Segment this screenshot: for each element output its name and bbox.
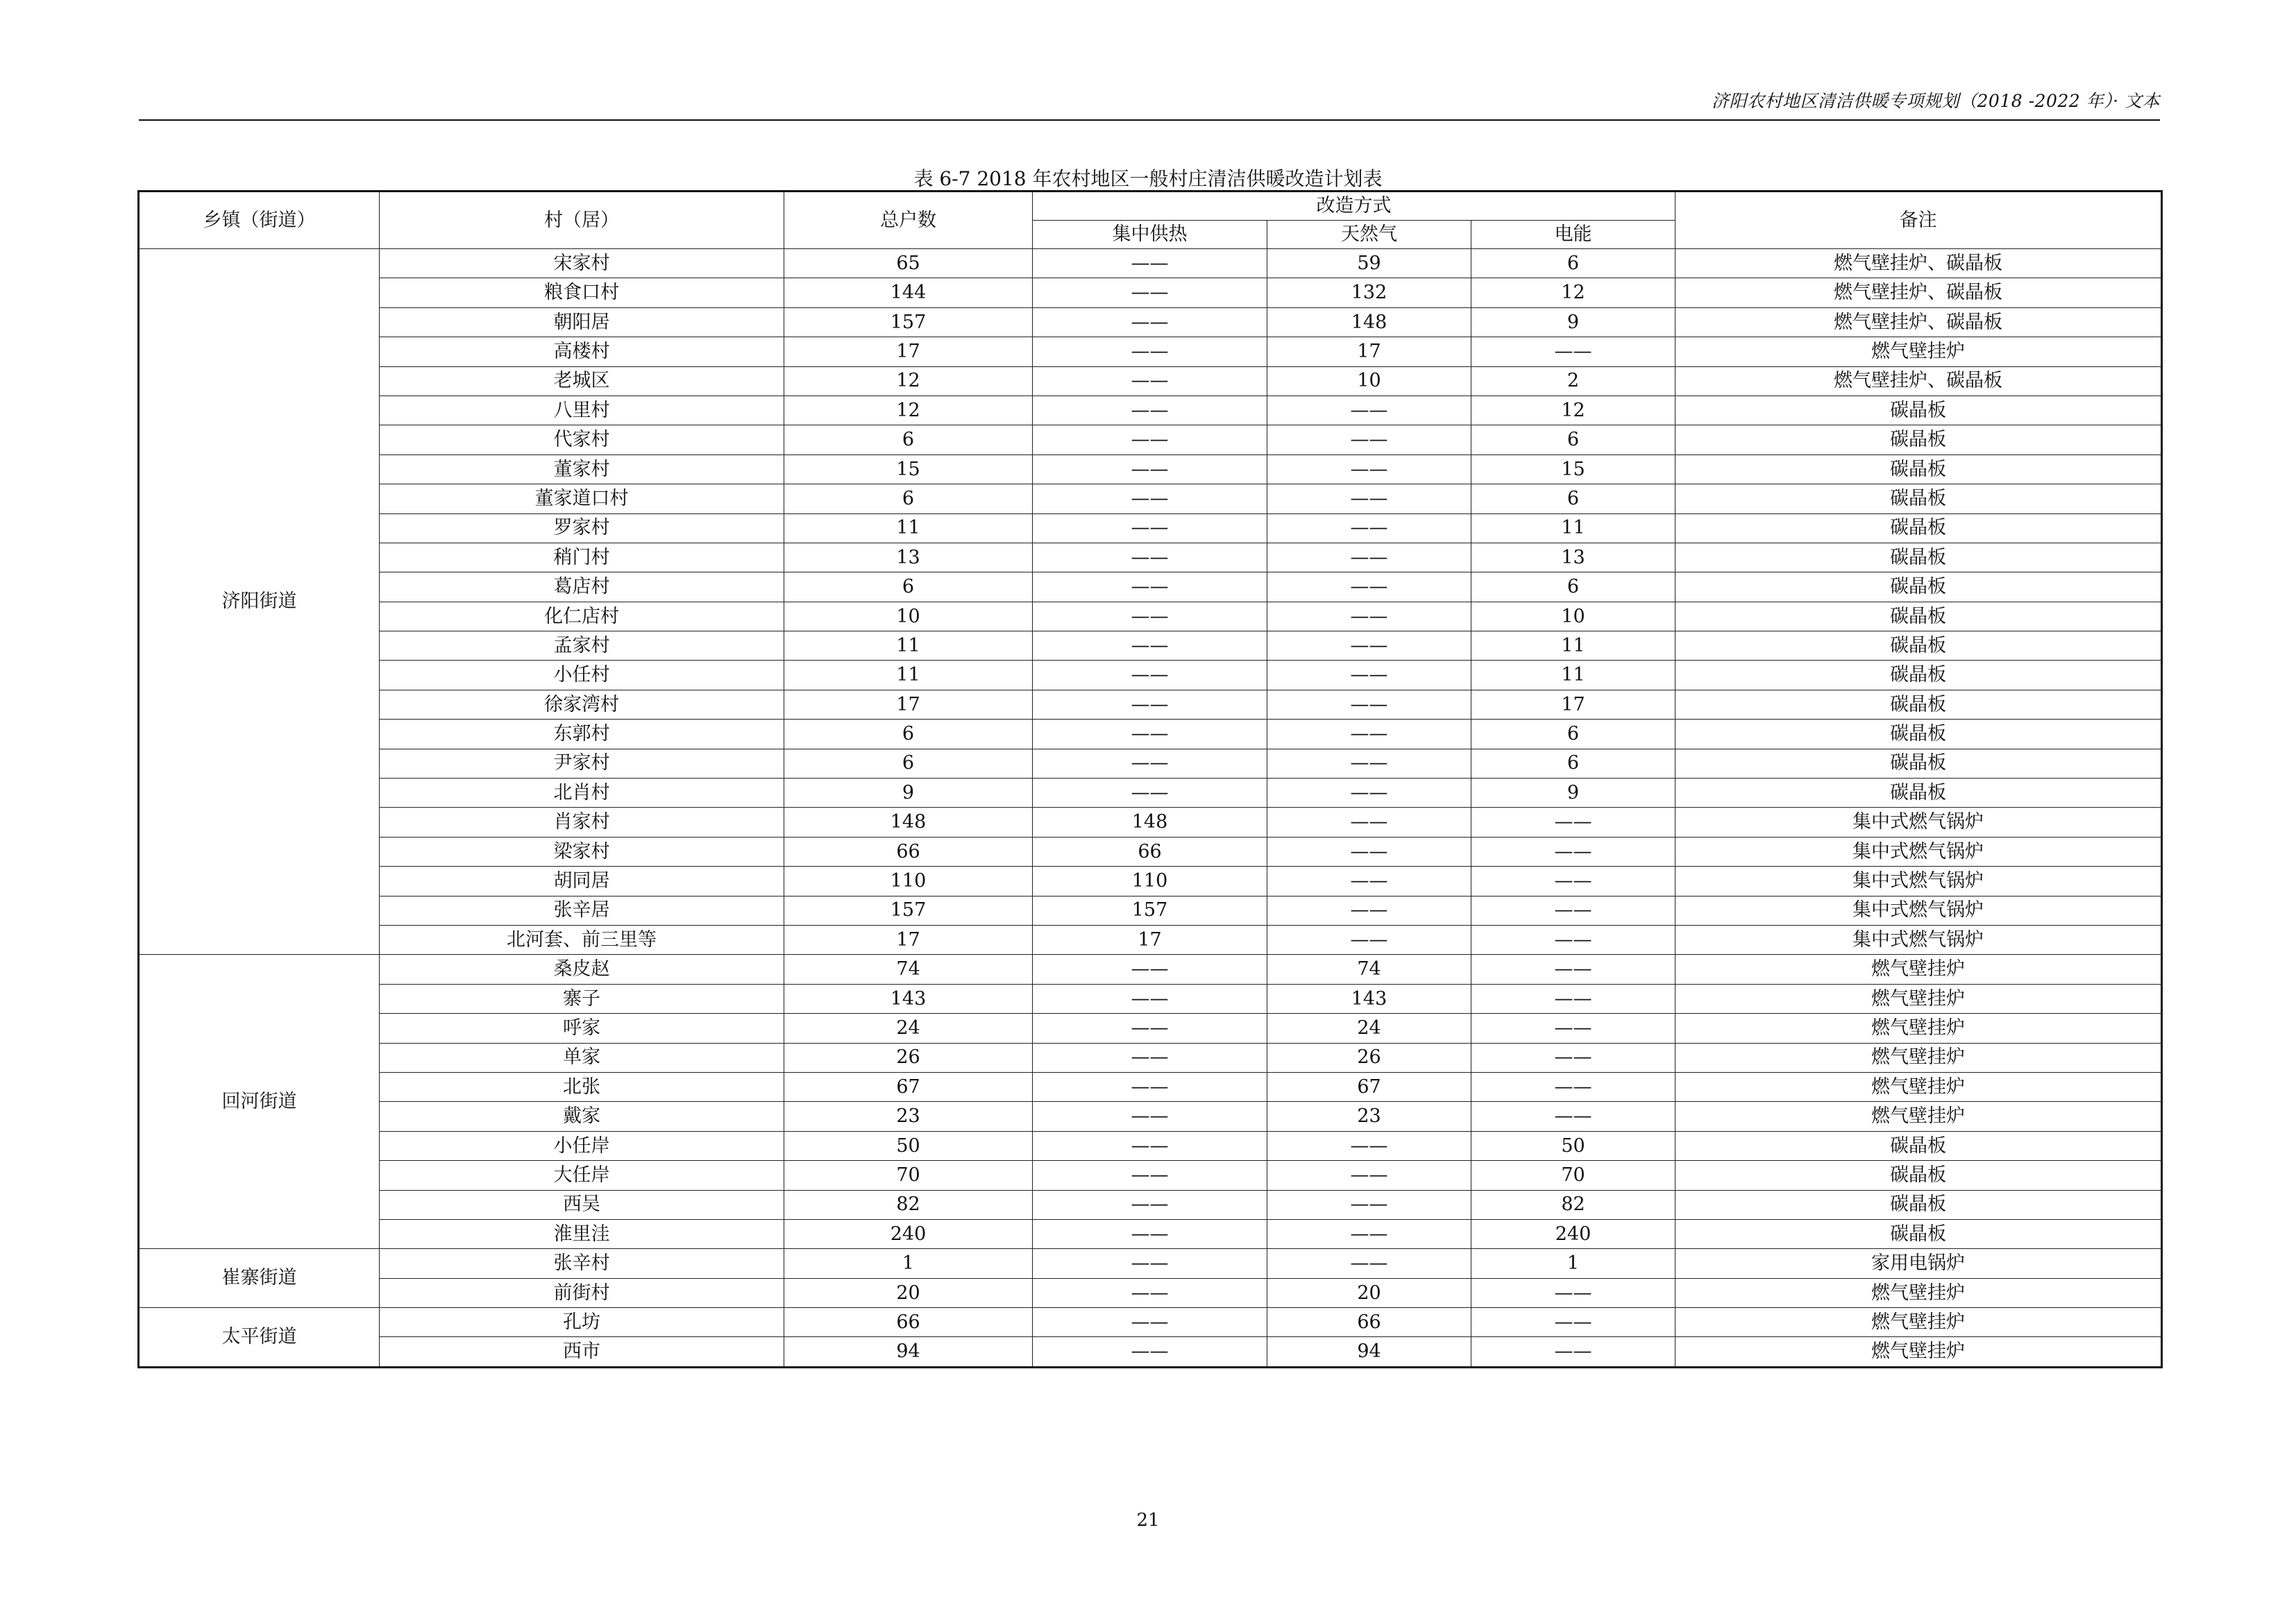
households-cell: 20 (784, 1278, 1033, 1307)
village-cell: 葛店村 (380, 572, 784, 602)
table-row (139, 955, 2162, 984)
electric-cell: —— (1471, 1014, 1675, 1043)
households-cell: 6 (784, 720, 1033, 749)
table-row (139, 425, 2162, 454)
households-cell: 67 (784, 1072, 1033, 1101)
households-cell: 1 (784, 1249, 1033, 1278)
electric-cell: —— (1471, 955, 1675, 984)
table-row (139, 249, 2162, 278)
electric-cell: 12 (1471, 278, 1675, 307)
table-row (139, 602, 2162, 631)
central-cell: —— (1033, 984, 1267, 1013)
table-row (139, 1190, 2162, 1219)
gas-cell: 26 (1267, 1043, 1471, 1072)
remark-cell: 碳晶板 (1675, 690, 2162, 719)
remark-cell: 燃气壁挂炉 (1675, 1102, 2162, 1131)
gas-cell: —— (1267, 867, 1471, 896)
households-cell: 24 (784, 1014, 1033, 1043)
village-cell: 小任村 (380, 661, 784, 690)
table-row (139, 484, 2162, 513)
electric-cell: —— (1471, 337, 1675, 366)
central-cell: —— (1033, 1102, 1267, 1131)
central-cell: —— (1033, 396, 1267, 425)
village-cell: 朝阳居 (380, 307, 784, 337)
central-cell: —— (1033, 749, 1267, 778)
gas-cell: —— (1267, 896, 1471, 925)
remark-cell: 碳晶板 (1675, 425, 2162, 454)
gas-cell: —— (1267, 454, 1471, 484)
heating-plan-table (137, 190, 2163, 1368)
electric-cell: 11 (1471, 661, 1675, 690)
remark-cell: 碳晶板 (1675, 1161, 2162, 1190)
central-cell: —— (1033, 1219, 1267, 1248)
central-cell: —— (1033, 1014, 1267, 1043)
remark-cell: 燃气壁挂炉 (1675, 1278, 2162, 1307)
remark-cell: 碳晶板 (1675, 454, 2162, 484)
gas-cell: —— (1267, 720, 1471, 749)
village-cell: 淮里洼 (380, 1219, 784, 1248)
remark-cell: 碳晶板 (1675, 396, 2162, 425)
remark-cell: 燃气壁挂炉 (1675, 1308, 2162, 1337)
central-cell: —— (1033, 955, 1267, 984)
central-cell: 157 (1033, 896, 1267, 925)
remark-cell: 碳晶板 (1675, 602, 2162, 631)
remark-cell: 燃气壁挂炉 (1675, 1337, 2162, 1367)
electric-cell: —— (1471, 1072, 1675, 1101)
gas-cell: 24 (1267, 1014, 1471, 1043)
table-caption: 表 6-7 2018 年农村地区一般村庄清洁供暖改造计划表 (913, 167, 1383, 190)
table-row (139, 1014, 2162, 1043)
gas-cell: 17 (1267, 337, 1471, 366)
central-cell: —— (1033, 661, 1267, 690)
remark-cell: 碳晶板 (1675, 513, 2162, 543)
column-header-remark: 备注 (1675, 192, 2162, 249)
remark-cell: 碳晶板 (1675, 1131, 2162, 1160)
electric-cell: —— (1471, 1102, 1675, 1131)
village-cell: 北肖村 (380, 779, 784, 808)
table-row (139, 1278, 2162, 1307)
table-row (139, 1219, 2162, 1248)
households-cell: 12 (784, 366, 1033, 396)
households-cell: 15 (784, 454, 1033, 484)
column-header-gas: 天然气 (1267, 221, 1471, 249)
remark-cell: 燃气壁挂炉 (1675, 337, 2162, 366)
households-cell: 6 (784, 425, 1033, 454)
table-row (139, 631, 2162, 661)
remark-cell: 碳晶板 (1675, 572, 2162, 602)
table-row (139, 867, 2162, 896)
electric-cell: 6 (1471, 720, 1675, 749)
table-row (139, 1308, 2162, 1337)
table-row (139, 661, 2162, 690)
electric-cell: 2 (1471, 366, 1675, 396)
remark-cell: 碳晶板 (1675, 543, 2162, 572)
village-cell: 东郭村 (380, 720, 784, 749)
column-header-central: 集中供热 (1033, 221, 1267, 249)
central-cell: —— (1033, 278, 1267, 307)
table-row (139, 896, 2162, 925)
gas-cell: —— (1267, 1219, 1471, 1248)
remark-cell: 燃气壁挂炉 (1675, 955, 2162, 984)
electric-cell: 13 (1471, 543, 1675, 572)
central-cell: —— (1033, 1072, 1267, 1101)
central-cell: —— (1033, 454, 1267, 484)
electric-cell: 17 (1471, 690, 1675, 719)
households-cell: 26 (784, 1043, 1033, 1072)
electric-cell: 6 (1471, 749, 1675, 778)
village-cell: 张辛村 (380, 1249, 784, 1278)
table-row (139, 278, 2162, 307)
village-cell: 北张 (380, 1072, 784, 1101)
electric-cell: 70 (1471, 1161, 1675, 1190)
central-cell: —— (1033, 1337, 1267, 1367)
table-body (139, 249, 2162, 1368)
central-cell: —— (1033, 1308, 1267, 1337)
central-cell: 66 (1033, 837, 1267, 866)
remark-cell: 燃气壁挂炉 (1675, 1043, 2162, 1072)
electric-cell: 10 (1471, 602, 1675, 631)
table-row (139, 690, 2162, 719)
central-cell: —— (1033, 1278, 1267, 1307)
village-cell: 胡同居 (380, 867, 784, 896)
households-cell: 66 (784, 837, 1033, 866)
gas-cell: —— (1267, 1161, 1471, 1190)
remark-cell: 集中式燃气锅炉 (1675, 925, 2162, 954)
village-cell: 稍门村 (380, 543, 784, 572)
table-row (139, 1131, 2162, 1160)
town-cell: 崔寨街道 (139, 1249, 380, 1308)
households-cell: 143 (784, 984, 1033, 1013)
table-row (139, 1043, 2162, 1072)
central-cell: —— (1033, 1190, 1267, 1219)
households-cell: 6 (784, 749, 1033, 778)
header-divider (139, 119, 2160, 121)
village-cell: 董家村 (380, 454, 784, 484)
households-cell: 240 (784, 1219, 1033, 1248)
village-cell: 戴家 (380, 1102, 784, 1131)
central-cell: —— (1033, 484, 1267, 513)
gas-cell: —— (1267, 1190, 1471, 1219)
remark-cell: 碳晶板 (1675, 749, 2162, 778)
town-cell: 回河街道 (139, 955, 380, 1249)
remark-cell: 碳晶板 (1675, 720, 2162, 749)
gas-cell: —— (1267, 602, 1471, 631)
electric-cell: 11 (1471, 513, 1675, 543)
electric-cell: —— (1471, 837, 1675, 866)
households-cell: 50 (784, 1131, 1033, 1160)
table-row (139, 454, 2162, 484)
village-cell: 北河套、前三里等 (380, 925, 784, 954)
table-row (139, 366, 2162, 396)
households-cell: 94 (784, 1337, 1033, 1367)
electric-cell: —— (1471, 1337, 1675, 1367)
electric-cell: 240 (1471, 1219, 1675, 1248)
village-cell: 代家村 (380, 425, 784, 454)
gas-cell: —— (1267, 631, 1471, 661)
electric-cell: 11 (1471, 631, 1675, 661)
central-cell: —— (1033, 690, 1267, 719)
table-row (139, 808, 2162, 837)
remark-cell: 燃气壁挂炉、碳晶板 (1675, 366, 2162, 396)
households-cell: 23 (784, 1102, 1033, 1131)
town-cell: 济阳街道 (139, 249, 380, 955)
central-cell: —— (1033, 543, 1267, 572)
electric-cell: —— (1471, 1278, 1675, 1307)
households-cell: 12 (784, 396, 1033, 425)
electric-cell: —— (1471, 896, 1675, 925)
remark-cell: 集中式燃气锅炉 (1675, 867, 2162, 896)
remark-cell: 碳晶板 (1675, 484, 2162, 513)
central-cell: 148 (1033, 808, 1267, 837)
gas-cell: —— (1267, 925, 1471, 954)
village-cell: 八里村 (380, 396, 784, 425)
village-cell: 徐家湾村 (380, 690, 784, 719)
table-row (139, 1337, 2162, 1367)
village-cell: 梁家村 (380, 837, 784, 866)
column-header-town: 乡镇（街道） (139, 192, 380, 249)
households-cell: 17 (784, 690, 1033, 719)
households-cell: 65 (784, 249, 1033, 278)
remark-cell: 燃气壁挂炉、碳晶板 (1675, 249, 2162, 278)
central-cell: —— (1033, 425, 1267, 454)
gas-cell: —— (1267, 1249, 1471, 1278)
electric-cell: —— (1471, 808, 1675, 837)
electric-cell: 1 (1471, 1249, 1675, 1278)
electric-cell: 6 (1471, 249, 1675, 278)
central-cell: —— (1033, 337, 1267, 366)
central-cell: —— (1033, 631, 1267, 661)
gas-cell: —— (1267, 572, 1471, 602)
gas-cell: —— (1267, 749, 1471, 778)
gas-cell: 143 (1267, 984, 1471, 1013)
gas-cell: 23 (1267, 1102, 1471, 1131)
households-cell: 148 (784, 808, 1033, 837)
households-cell: 74 (784, 955, 1033, 984)
village-cell: 尹家村 (380, 749, 784, 778)
central-cell: 17 (1033, 925, 1267, 954)
electric-cell: 50 (1471, 1131, 1675, 1160)
remark-cell: 碳晶板 (1675, 1190, 2162, 1219)
table-row (139, 925, 2162, 954)
gas-cell: —— (1267, 837, 1471, 866)
electric-cell: 9 (1471, 779, 1675, 808)
village-cell: 寨子 (380, 984, 784, 1013)
column-header-method-group: 改造方式 (1033, 192, 1675, 221)
electric-cell: 12 (1471, 396, 1675, 425)
gas-cell: —— (1267, 484, 1471, 513)
electric-cell: —— (1471, 1308, 1675, 1337)
gas-cell: 74 (1267, 955, 1471, 984)
village-cell: 宋家村 (380, 249, 784, 278)
gas-cell: —— (1267, 779, 1471, 808)
households-cell: 17 (784, 925, 1033, 954)
gas-cell: 66 (1267, 1308, 1471, 1337)
households-cell: 11 (784, 513, 1033, 543)
table-row (139, 396, 2162, 425)
village-cell: 粮食口村 (380, 278, 784, 307)
central-cell: —— (1033, 1161, 1267, 1190)
electric-cell: —— (1471, 1043, 1675, 1072)
households-cell: 157 (784, 307, 1033, 337)
village-cell: 呼家 (380, 1014, 784, 1043)
gas-cell: 148 (1267, 307, 1471, 337)
table-row (139, 720, 2162, 749)
column-header-households: 总户数 (784, 192, 1033, 249)
electric-cell: 82 (1471, 1190, 1675, 1219)
village-cell: 孟家村 (380, 631, 784, 661)
central-cell: —— (1033, 1249, 1267, 1278)
gas-cell: —— (1267, 396, 1471, 425)
gas-cell: —— (1267, 425, 1471, 454)
remark-cell: 碳晶板 (1675, 779, 2162, 808)
village-cell: 罗家村 (380, 513, 784, 543)
remark-cell: 燃气壁挂炉 (1675, 984, 2162, 1013)
households-cell: 144 (784, 278, 1033, 307)
remark-cell: 碳晶板 (1675, 1219, 2162, 1248)
village-cell: 张辛居 (380, 896, 784, 925)
electric-cell: —— (1471, 984, 1675, 1013)
households-cell: 82 (784, 1190, 1033, 1219)
central-cell: —— (1033, 720, 1267, 749)
households-cell: 157 (784, 896, 1033, 925)
remark-cell: 燃气壁挂炉、碳晶板 (1675, 278, 2162, 307)
village-cell: 前街村 (380, 1278, 784, 1307)
gas-cell: 67 (1267, 1072, 1471, 1101)
electric-cell: 15 (1471, 454, 1675, 484)
households-cell: 17 (784, 337, 1033, 366)
table-row (139, 749, 2162, 778)
electric-cell: 6 (1471, 484, 1675, 513)
households-cell: 70 (784, 1161, 1033, 1190)
village-cell: 化仁店村 (380, 602, 784, 631)
table-row (139, 837, 2162, 866)
table-row (139, 1072, 2162, 1101)
households-cell: 11 (784, 631, 1033, 661)
households-cell: 110 (784, 867, 1033, 896)
village-cell: 小任岸 (380, 1131, 784, 1160)
remark-cell: 集中式燃气锅炉 (1675, 896, 2162, 925)
column-header-electric: 电能 (1471, 221, 1675, 249)
central-cell: 110 (1033, 867, 1267, 896)
households-cell: 66 (784, 1308, 1033, 1337)
central-cell: —— (1033, 513, 1267, 543)
town-cell: 太平街道 (139, 1308, 380, 1368)
table-row (139, 307, 2162, 337)
remark-cell: 燃气壁挂炉 (1675, 1072, 2162, 1101)
households-cell: 11 (784, 661, 1033, 690)
remark-cell: 碳晶板 (1675, 631, 2162, 661)
gas-cell: —— (1267, 543, 1471, 572)
gas-cell: —— (1267, 513, 1471, 543)
households-cell: 9 (784, 779, 1033, 808)
electric-cell: —— (1471, 867, 1675, 896)
central-cell: —— (1033, 779, 1267, 808)
village-cell: 西市 (380, 1337, 784, 1367)
remark-cell: 碳晶板 (1675, 661, 2162, 690)
column-header-village: 村（居） (380, 192, 784, 249)
households-cell: 6 (784, 572, 1033, 602)
electric-cell: 6 (1471, 425, 1675, 454)
village-cell: 老城区 (380, 366, 784, 396)
table-row (139, 572, 2162, 602)
gas-cell: —— (1267, 1131, 1471, 1160)
running-header: 济阳农村地区清洁供暖专项规划（2018 -2022 年）· 文本 (1712, 91, 2160, 111)
gas-cell: 59 (1267, 249, 1471, 278)
village-cell: 董家道口村 (380, 484, 784, 513)
gas-cell: —— (1267, 808, 1471, 837)
gas-cell: 20 (1267, 1278, 1471, 1307)
table-row (139, 1161, 2162, 1190)
central-cell: —— (1033, 572, 1267, 602)
remark-cell: 集中式燃气锅炉 (1675, 837, 2162, 866)
remark-cell: 燃气壁挂炉 (1675, 1014, 2162, 1043)
central-cell: —— (1033, 1131, 1267, 1160)
remark-cell: 家用电锅炉 (1675, 1249, 2162, 1278)
remark-cell: 集中式燃气锅炉 (1675, 808, 2162, 837)
table-row (139, 543, 2162, 572)
central-cell: —— (1033, 249, 1267, 278)
central-cell: —— (1033, 602, 1267, 631)
households-cell: 10 (784, 602, 1033, 631)
village-cell: 高楼村 (380, 337, 784, 366)
table-row (139, 513, 2162, 543)
central-cell: —— (1033, 307, 1267, 337)
electric-cell: 9 (1471, 307, 1675, 337)
electric-cell: 6 (1471, 572, 1675, 602)
central-cell: —— (1033, 1043, 1267, 1072)
village-cell: 单家 (380, 1043, 784, 1072)
village-cell: 大任岸 (380, 1161, 784, 1190)
electric-cell: —— (1471, 925, 1675, 954)
village-cell: 肖家村 (380, 808, 784, 837)
table-row (139, 1102, 2162, 1131)
households-cell: 13 (784, 543, 1033, 572)
gas-cell: 10 (1267, 366, 1471, 396)
gas-cell: —— (1267, 661, 1471, 690)
table-row (139, 1249, 2162, 1278)
gas-cell: —— (1267, 690, 1471, 719)
remark-cell: 燃气壁挂炉、碳晶板 (1675, 307, 2162, 337)
page-number: 21 (1136, 1510, 1160, 1531)
village-cell: 西吴 (380, 1190, 784, 1219)
table-row (139, 984, 2162, 1013)
gas-cell: 94 (1267, 1337, 1471, 1367)
households-cell: 6 (784, 484, 1033, 513)
village-cell: 桑皮赵 (380, 955, 784, 984)
gas-cell: 132 (1267, 278, 1471, 307)
table-row (139, 337, 2162, 366)
table-row (139, 779, 2162, 808)
central-cell: —— (1033, 366, 1267, 396)
village-cell: 孔坊 (380, 1308, 784, 1337)
